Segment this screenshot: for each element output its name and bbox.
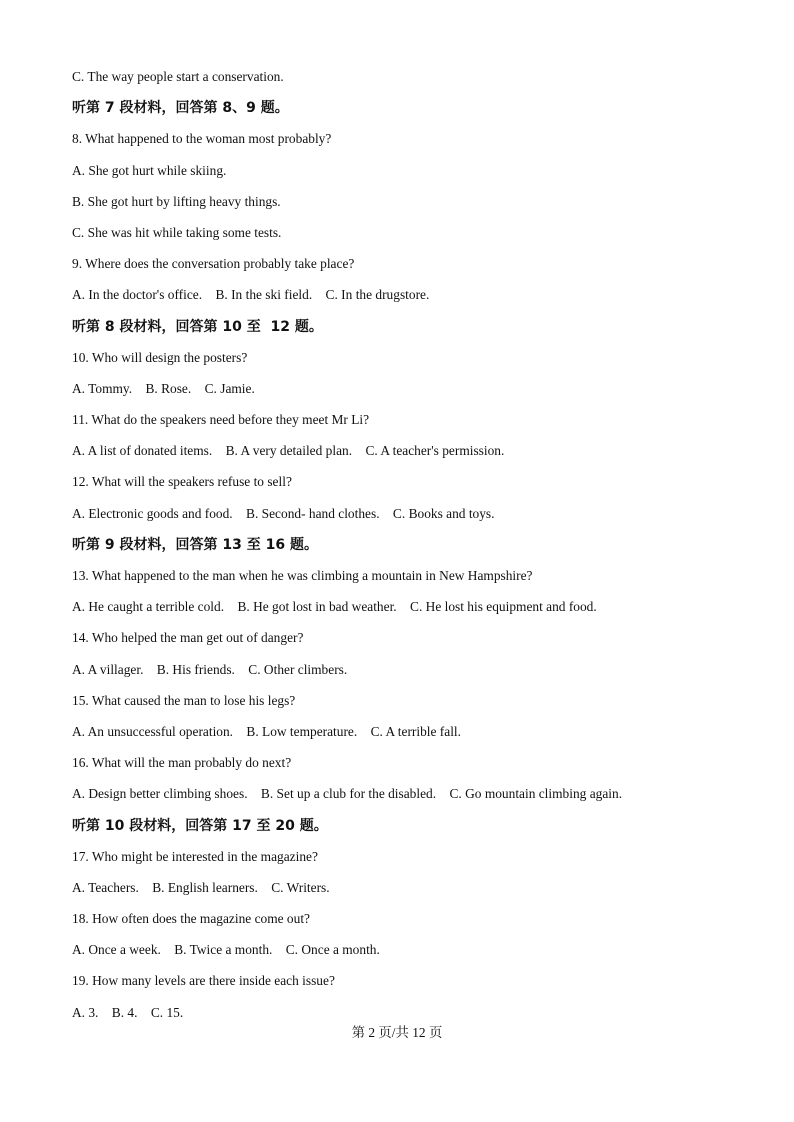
section-heading: 听第 8 段材料，回答第 10 至 12 题。 — [72, 318, 323, 335]
question-text: 10. Who will design the posters? — [72, 349, 248, 365]
question-text: 8. What happened to the woman most probably? — [72, 131, 332, 147]
question-text: 14. Who helped the man get out of danger? — [72, 630, 304, 646]
answer-options: A. A list of donated items. B. A very detailed plan. C. A teacher's permission. — [72, 443, 505, 459]
document-body — [72, 66, 762, 1033]
answer-options: A. An unsuccessful operation. B. Low temperature. C. A terrible fall. — [72, 723, 461, 739]
answer-options: B. She got hurt by lifting heavy things. — [72, 193, 281, 209]
answer-options: A. 3. B. 4. C. 15. — [72, 1004, 184, 1020]
answer-options: A. Once a week. B. Twice a month. C. Once a month. — [72, 942, 380, 958]
answer-options: A. Teachers. B. English learners. C. Writers. — [72, 879, 330, 895]
section-heading: 听第 9 段材料，回答第 13 至 16 题。 — [72, 536, 318, 553]
answer-options: A. Electronic goods and food. B. Second- hand clothes. C. Books and toys. — [72, 505, 495, 521]
answer-options: A. He caught a terrible cold. B. He got lost in bad weather. C. He lost his equipment and food. — [72, 599, 597, 615]
answer-options: C. She was hit while taking some tests. — [72, 224, 282, 240]
answer-options: A. Design better climbing shoes. B. Set up a club for the disabled. C. Go mountain climbing again. — [72, 786, 623, 802]
answer-options: A. A villager. B. His friends. C. Other climbers. — [72, 661, 348, 677]
answer-options: C. The way people start a conservation. — [72, 69, 284, 84]
question-text: 19. How many levels are there inside each issue? — [72, 973, 335, 989]
question-text: 13. What happened to the man when he was climbing a mountain in New Hampshire? — [72, 568, 533, 583]
answer-options: A. In the doctor's office. B. In the ski field. C. In the drugstore. — [72, 287, 430, 303]
question-text: 17. Who might be interested in the magazine? — [72, 848, 318, 864]
question-text: 9. Where does the conversation probably take place? — [72, 256, 355, 272]
page-footer: 第 2 页/共 12 页 — [351, 1025, 443, 1040]
section-heading: 听第 10 段材料，回答第 17 至 20 题。 — [72, 817, 328, 834]
question-text: 16. What will the man probably do next? — [72, 755, 292, 771]
answer-options: A. She got hurt while skiing. — [72, 162, 227, 178]
question-text: 18. How often does the magazine come out? — [72, 911, 310, 927]
answer-options: A. Tommy. B. Rose. C. Jamie. — [72, 380, 255, 396]
question-text: 15. What caused the man to lose his legs? — [72, 692, 296, 708]
question-text: 11. What do the speakers need before they meet Mr Li? — [72, 412, 370, 428]
section-heading: 听第 7 段材料，回答第 8、9 题。 — [72, 100, 289, 117]
question-text: 12. What will the speakers refuse to sell? — [72, 474, 292, 490]
